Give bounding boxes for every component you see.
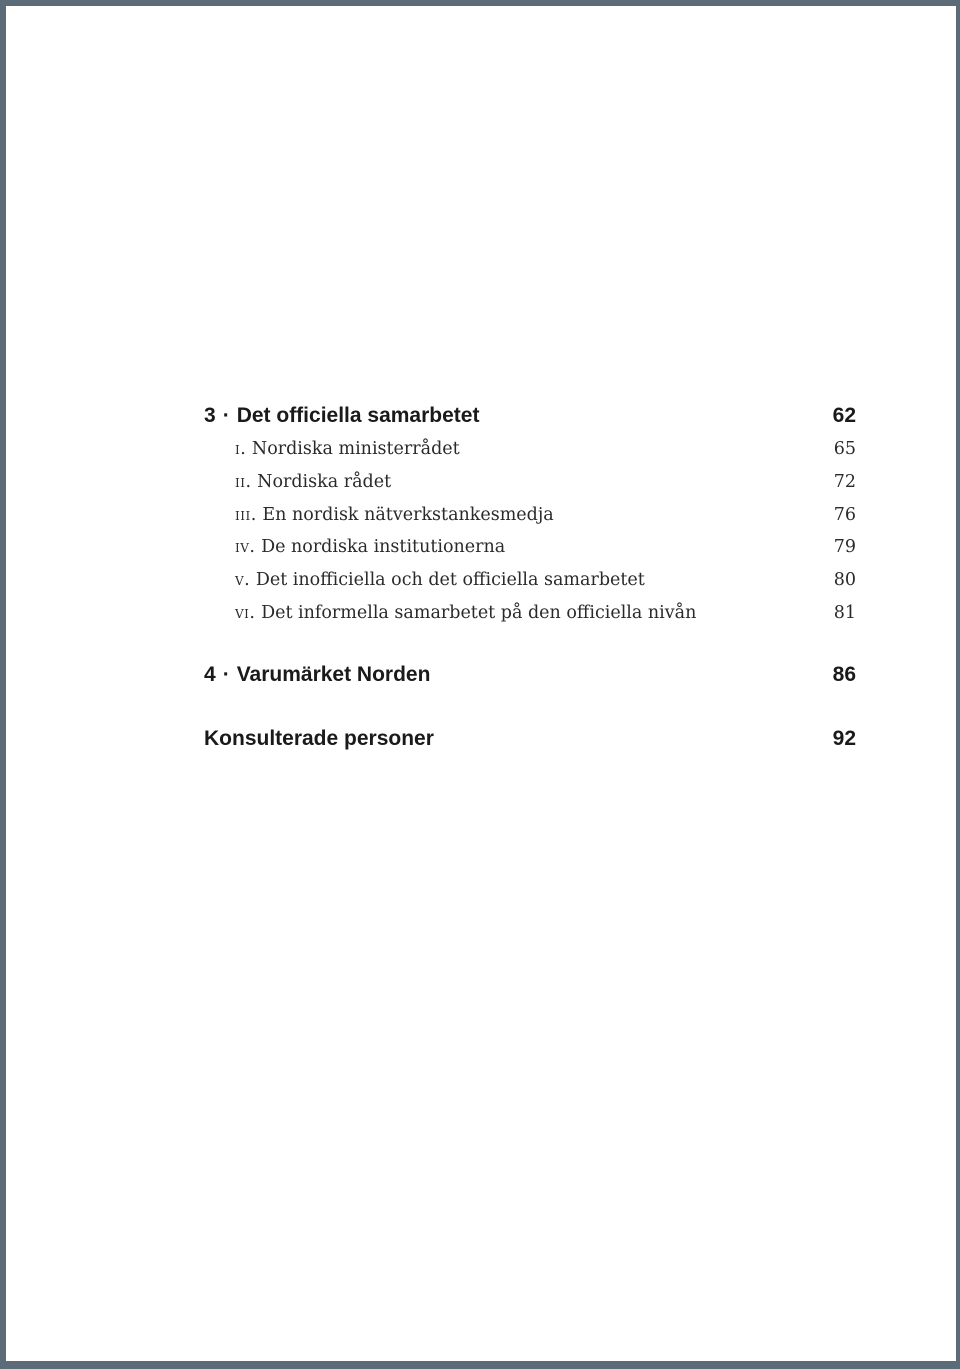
toc-section-4 — [204, 531, 856, 564]
chapter-separator: · — [222, 662, 230, 686]
section-numeral: iv. — [235, 537, 256, 558]
toc-section-1 — [204, 433, 856, 466]
section-title: Det informella samarbetet på den officiella nivån — [261, 602, 697, 623]
section-heading — [235, 564, 645, 597]
toc-section-3 — [204, 499, 856, 532]
toc-section-5 — [204, 564, 856, 597]
chapter-title: Konsulterade personer — [204, 726, 434, 750]
section-title: Nordiska ministerrådet — [251, 439, 460, 459]
section-numeral: i. — [235, 439, 247, 459]
toc-chapter-4 — [204, 658, 856, 692]
section-page-number: 80 — [833, 570, 856, 591]
section-heading — [235, 499, 554, 532]
document-page — [6, 6, 956, 1361]
section-numeral: ii. — [235, 471, 252, 492]
section-numeral: iii. — [235, 504, 257, 525]
section-heading — [235, 466, 391, 499]
toc-section-2 — [204, 466, 856, 499]
section-numeral: v. — [235, 570, 251, 591]
section-numeral: vi. — [235, 602, 256, 623]
chapter-title: Varumärket Norden — [236, 662, 431, 686]
section-title: En nordisk nätverkstankesmedja — [262, 504, 554, 525]
section-heading — [235, 433, 460, 466]
toc-section-6 — [204, 597, 856, 630]
chapter-separator: · — [222, 404, 230, 427]
chapter-number: 3 — [204, 404, 216, 427]
chapter-heading — [204, 399, 479, 433]
section-heading — [235, 531, 505, 564]
section-title: Det inofficiella och det officiella samarbetet — [255, 570, 645, 591]
chapter-heading — [204, 658, 430, 692]
section-page-number: 72 — [833, 471, 856, 492]
section-page-number: 79 — [833, 537, 856, 558]
toc-consulted-persons — [204, 722, 856, 756]
section-heading — [235, 597, 696, 630]
chapter-page-number: 62 — [832, 404, 856, 427]
chapter-page-number: 86 — [832, 662, 856, 686]
section-title: Nordiska rådet — [257, 471, 392, 492]
section-page-number: 81 — [833, 602, 856, 623]
chapter-title: Det officiella samarbetet — [236, 404, 480, 427]
chapter-page-number: 92 — [832, 726, 856, 750]
chapter-number: 4 — [204, 662, 216, 686]
toc-chapter-3 — [204, 399, 856, 433]
section-page-number: 65 — [833, 439, 856, 459]
table-of-contents — [204, 399, 856, 756]
section-title: De nordiska institutionerna — [261, 537, 506, 558]
section-page-number: 76 — [833, 504, 856, 525]
